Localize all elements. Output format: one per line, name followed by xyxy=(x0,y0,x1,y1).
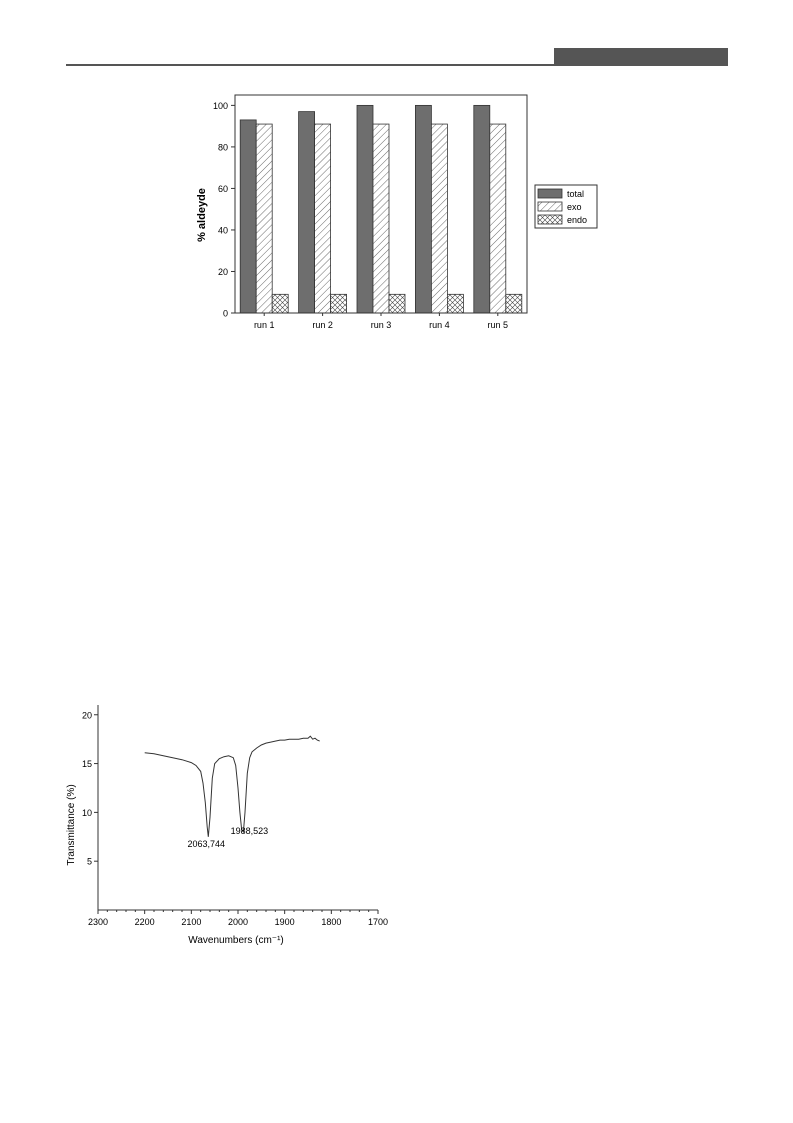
bar-exo xyxy=(373,124,389,313)
x-tick-label: 2000 xyxy=(227,917,249,927)
spectrum-line xyxy=(145,736,320,837)
legend xyxy=(535,185,597,228)
y-tick-label: 10 xyxy=(81,807,92,818)
bar-exo xyxy=(490,124,506,313)
header-tab xyxy=(554,48,728,65)
x-tick-label: run 2 xyxy=(312,320,333,330)
peak-label: 2063,744 xyxy=(187,838,226,849)
peak-label: 1988,523 xyxy=(230,825,269,836)
legend-label-endo: endo xyxy=(567,215,588,225)
y-tick-label: 20 xyxy=(81,710,92,721)
x-tick-label: 2300 xyxy=(87,917,109,927)
bar-total xyxy=(240,120,256,313)
x-tick-label: 1700 xyxy=(367,917,389,927)
aldehyde-bar-chart xyxy=(180,90,620,345)
bar-exo xyxy=(431,124,447,313)
y-tick-label: 15 xyxy=(81,759,92,770)
x-tick-label: 1800 xyxy=(321,917,342,927)
y-axis-label: % aldeyde xyxy=(196,188,208,242)
x-tick-label: run 3 xyxy=(370,320,392,330)
bar-total xyxy=(415,105,431,313)
bar-total xyxy=(474,105,490,313)
legend-label-exo: exo xyxy=(567,202,582,212)
y-tick-label: 60 xyxy=(217,183,228,194)
bar-exo xyxy=(256,124,272,313)
bar-total xyxy=(357,105,373,313)
bar-endo xyxy=(272,294,288,313)
x-tick-label: 2100 xyxy=(181,917,202,927)
bar-exo xyxy=(315,124,331,313)
bar-endo xyxy=(506,294,522,313)
x-tick-label: run 1 xyxy=(253,320,275,330)
x-tick-label: 2200 xyxy=(134,917,155,927)
legend-swatch-endo xyxy=(538,215,562,224)
y-tick-label: 80 xyxy=(217,142,228,153)
bar-total xyxy=(299,112,315,313)
y-tick-label: 20 xyxy=(217,266,228,277)
bar-endo xyxy=(389,294,405,313)
bar-endo xyxy=(331,294,347,313)
y-tick-label: 5 xyxy=(86,856,92,867)
ir-spectrum-chart xyxy=(60,695,400,960)
y-tick-label: 0 xyxy=(222,308,228,319)
legend-swatch-total xyxy=(538,189,562,198)
x-tick-label: run 5 xyxy=(487,320,509,330)
x-tick-label: 1900 xyxy=(274,917,295,927)
bar-endo xyxy=(447,294,463,313)
legend-swatch-exo xyxy=(538,202,562,211)
y-tick-label: 40 xyxy=(217,225,228,236)
y-axis-label: Transmittance (%) xyxy=(66,784,77,866)
header-rule xyxy=(66,64,728,66)
x-tick-label: run 4 xyxy=(429,320,450,330)
x-axis-label: Wavenumbers (cm⁻¹) xyxy=(188,935,284,946)
legend-label-total: total xyxy=(567,189,585,199)
y-tick-label: 100 xyxy=(212,100,228,111)
